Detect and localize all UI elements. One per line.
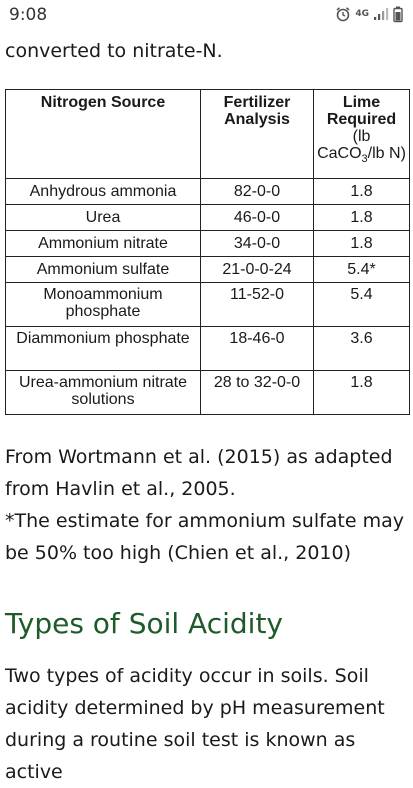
cell-lime: 3.6 (314, 327, 410, 371)
cell-analysis: 11-52-0 (201, 283, 314, 327)
source-note: From Wortmann et al. (2015) as adapted from Havlin et al., 2005. (5, 446, 393, 500)
cell-source: Anhydrous ammonia (6, 179, 201, 205)
cell-lime: 1.8 (314, 231, 410, 257)
table-row (6, 327, 410, 371)
intro-text: converted to nitrate-N. (5, 40, 223, 62)
cell-lime: 5.4* (314, 257, 410, 283)
network-icon (355, 10, 369, 19)
cell-analysis: 28 to 32-0-0 (201, 371, 314, 415)
header-fertilizer-analysis: Fertilizer Analysis (201, 90, 314, 179)
cell-source: Ammonium nitrate (6, 231, 201, 257)
cell-source: Diammonium phosphate (6, 327, 201, 371)
cell-lime: 1.8 (314, 371, 410, 415)
cell-source: Urea-ammonium nitrate solutions (6, 371, 201, 415)
status-time: 9:08 (9, 5, 48, 25)
lime-unit-suffix: /lb N) (367, 145, 406, 162)
alarm-icon (335, 6, 351, 22)
cell-analysis: 21-0-0-24 (201, 257, 314, 283)
section-heading: Types of Soil Acidity (5, 607, 283, 640)
status-bar (0, 0, 413, 32)
lime-unit-prefix: (lb CaCO (317, 128, 371, 162)
lime-required-title: Lime Required (326, 94, 397, 128)
signal-icon (373, 7, 389, 21)
table-row (6, 179, 410, 205)
status-icons (335, 6, 403, 22)
cell-lime: 5.4 (314, 283, 410, 327)
header-lime-required (314, 90, 410, 179)
cell-analysis: 82-0-0 (201, 179, 314, 205)
table-row (6, 205, 410, 231)
table-row (6, 257, 410, 283)
table-row (6, 283, 410, 327)
cell-lime: 1.8 (314, 205, 410, 231)
table-row (6, 371, 410, 415)
network-type-label: 4G (355, 8, 369, 19)
cell-source: Ammonium sulfate (6, 257, 201, 283)
cell-lime: 1.8 (314, 179, 410, 205)
table-header-row (6, 90, 410, 179)
fertilizer-lime-table (5, 89, 410, 415)
lime-unit (317, 128, 406, 168)
body-text: Two types of acidity occur in soils. Soil acidity determined by pH measurement during a routine soil test is known as active (5, 665, 385, 783)
table-row (6, 231, 410, 257)
header-nitrogen-source: Nitrogen Source (6, 90, 201, 179)
cell-source: Monoammonium phosphate (6, 283, 201, 327)
footnote: *The estimate for ammonium sulfate may be 50% too high (Chien et al., 2010) (5, 510, 405, 564)
battery-icon (393, 6, 403, 22)
cell-analysis: 46-0-0 (201, 205, 314, 231)
lime-unit-subscript: 3 (361, 153, 368, 166)
cell-analysis: 18-46-0 (201, 327, 314, 371)
cell-source: Urea (6, 205, 201, 231)
cell-analysis: 34-0-0 (201, 231, 314, 257)
